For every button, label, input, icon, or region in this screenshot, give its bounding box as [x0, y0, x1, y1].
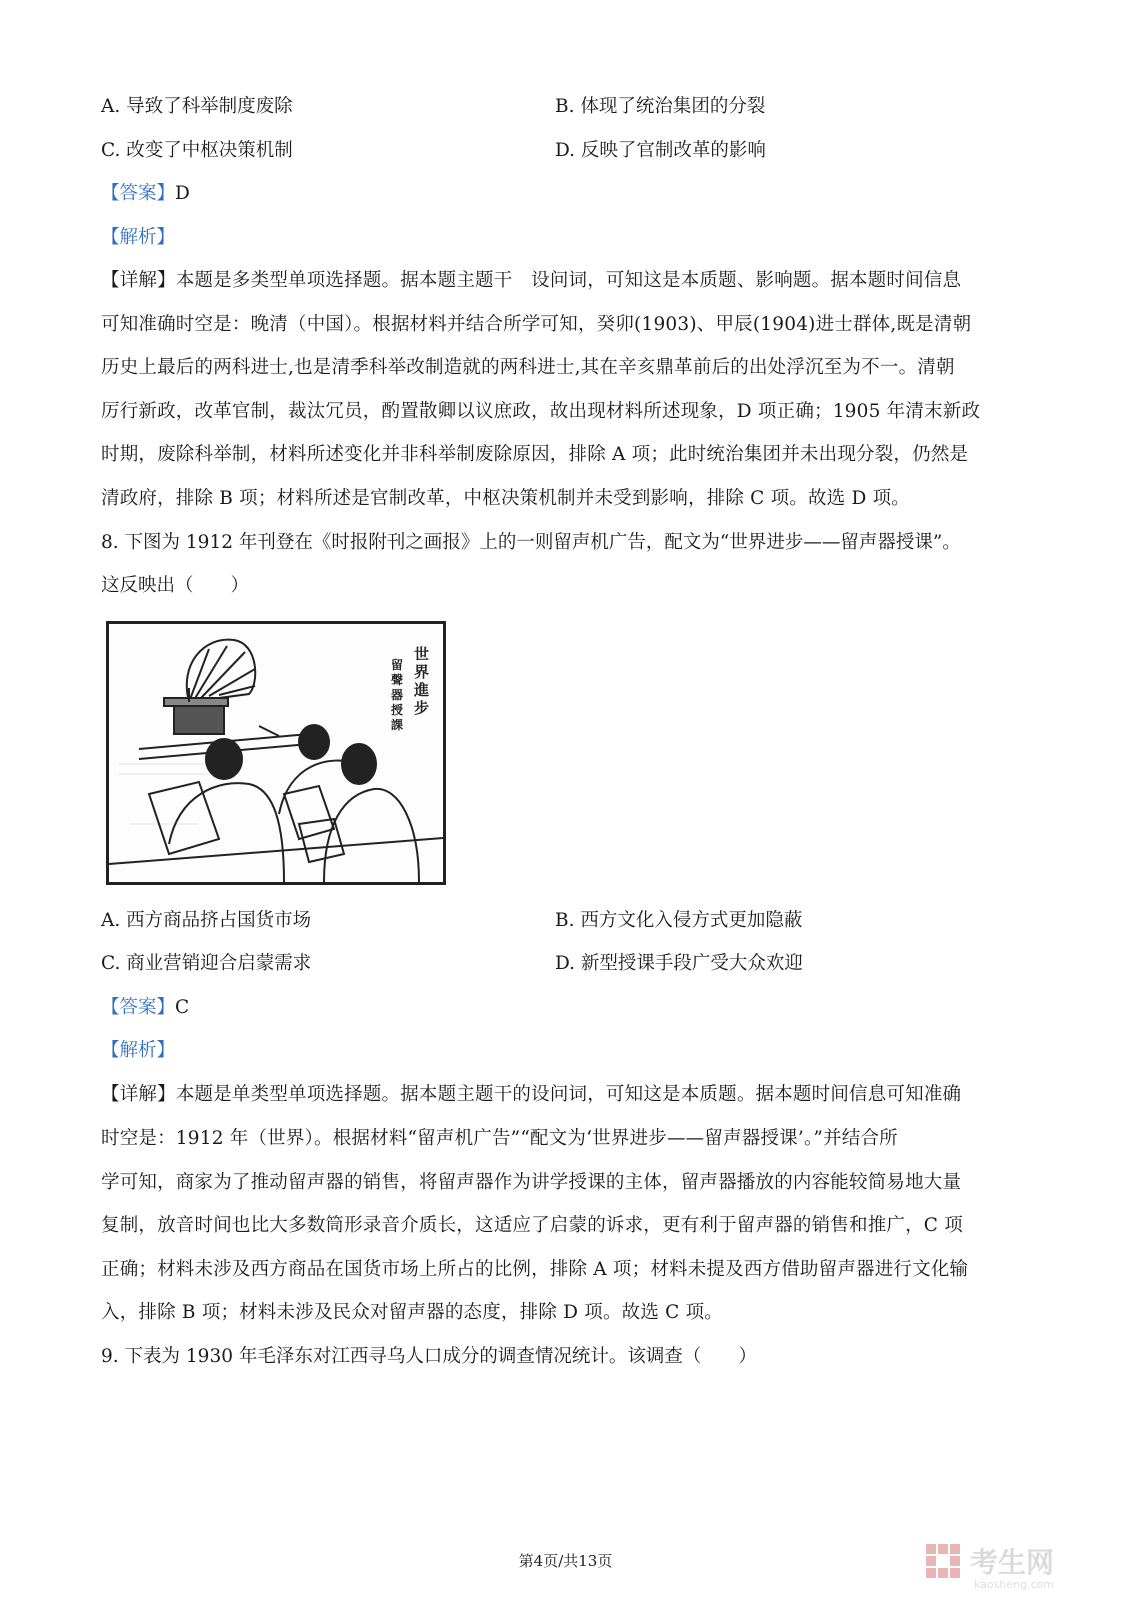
q8-detail-line: 入，排除 B 项；材料未涉及民众对留声器的态度，排除 D 项。故选 C 项。: [101, 1302, 723, 1323]
q7-option-a: A. 导致了科举制度废除: [101, 96, 293, 117]
q8-detail-line: 时空是：1912 年（世界）。根据材料“留声机广告”“配文为‘世界进步——留声器授课’。”并结合所: [101, 1128, 898, 1149]
q8-option-a: A. 西方商品挤占国货市场: [101, 910, 312, 931]
answer-tag: 【答案】: [101, 997, 176, 1018]
detail-text: 本题是单类型单项选择题。据本题主题干的设问词，可知这是本质题。据本题时间信息可知准确: [175, 1084, 962, 1105]
answer-value: D: [175, 183, 190, 204]
detail-text: 本题是多类型单项选择题。据本题主题干 设问词，可知这是本质题、影响题。据本题时间信息: [175, 270, 962, 291]
q7-detail-line: 可知准确时空是：晚清（中国）。根据材料并结合所学可知，癸卯(1903)、甲辰(1904)进士群体,既是清朝: [101, 314, 972, 335]
answer-value: C: [175, 997, 190, 1018]
q8-analysis-tag: 【解析】: [101, 1040, 176, 1061]
site-watermark: [922, 1534, 1122, 1594]
gramophone-ad-illustration: [106, 621, 446, 885]
page-number: 第4页/共13页: [518, 1552, 613, 1570]
watermark-brand: 考生网: [970, 1546, 1055, 1579]
gramophone-ad-drawing: [109, 624, 443, 882]
q8-stem-cont: 这反映出（ ）: [101, 575, 250, 596]
gramophone-horn: [187, 640, 255, 702]
q7-detail-line: 清政府，排除 B 项；材料所述是官制改革，中枢决策机制并未受到影响，排除 C 项。故选 D 项。: [101, 488, 910, 509]
q8-option-c: C. 商业营销迎合启蒙需求: [101, 953, 312, 974]
q7-option-c: C. 改变了中枢决策机制: [101, 140, 293, 161]
q7-detail-line: 厉行新政，改革官制，裁汰冗员，酌置散卿以议庶政，故出现材料所述现象，D 项正确；1905 年清末新政: [101, 401, 981, 422]
q8-option-d: D. 新型授课手段广受大众欢迎: [555, 953, 803, 974]
watermark-url: kaosheng.com: [974, 1578, 1055, 1591]
answer-tag: 【答案】: [101, 183, 176, 204]
q8-option-b: B. 西方文化入侵方式更加隐蔽: [555, 910, 803, 931]
q8-answer: [101, 995, 189, 1021]
q8-detail-line: 复制，放音时间也比大多数筒形录音介质长，这适应了启蒙的诉求，更有利于留声器的销售和推广，C 项: [101, 1215, 963, 1236]
detail-tag: 【详解】: [101, 1084, 176, 1105]
q7-answer: [101, 181, 190, 207]
q8-stem: 8. 下图为 1912 年刊登在《时报附刊之画报》上的一则留声机广告，配文为“世界进步——留声器授课”。: [101, 532, 961, 553]
audience-drawing: [206, 725, 376, 784]
q7-detail-line: [101, 268, 961, 294]
q7-analysis-tag: 【解析】: [101, 227, 176, 248]
q7-option-b: B. 体现了统治集团的分裂: [555, 96, 766, 117]
q8-detail-line: [101, 1082, 961, 1108]
q7-detail-line: 历史上最后的两科进士,也是清季科举改制造就的两科进士,其在辛亥鼎革前后的出处浮沉至为不一。清朝: [101, 357, 955, 378]
q7-detail-line: 时期，废除科举制，材料所述变化并非科举制废除原因，排除 A 项；此时统治集团并未出现分裂，仍然是: [101, 444, 969, 465]
caption-column-1: 世界進步: [414, 645, 430, 717]
q8-detail-line: 正确；材料未涉及西方商品在国货市场上所占的比例，排除 A 项；材料未提及西方借助留声器进行文化输: [101, 1259, 969, 1280]
watermark-logo-icon: [922, 1534, 1122, 1594]
q9-stem: 9. 下表为 1930 年毛泽东对江西寻乌人口成分的调查情况统计。该调查（ ）: [101, 1346, 757, 1367]
q8-detail-line: 学可知，商家为了推动留声器的销售，将留声器作为讲学授课的主体，留声器播放的内容能较简易地大量: [101, 1172, 962, 1193]
q7-option-d: D. 反映了官制改革的影响: [555, 140, 766, 161]
caption-column-2: 留聲器授課: [391, 658, 404, 732]
detail-tag: 【详解】: [101, 270, 176, 291]
